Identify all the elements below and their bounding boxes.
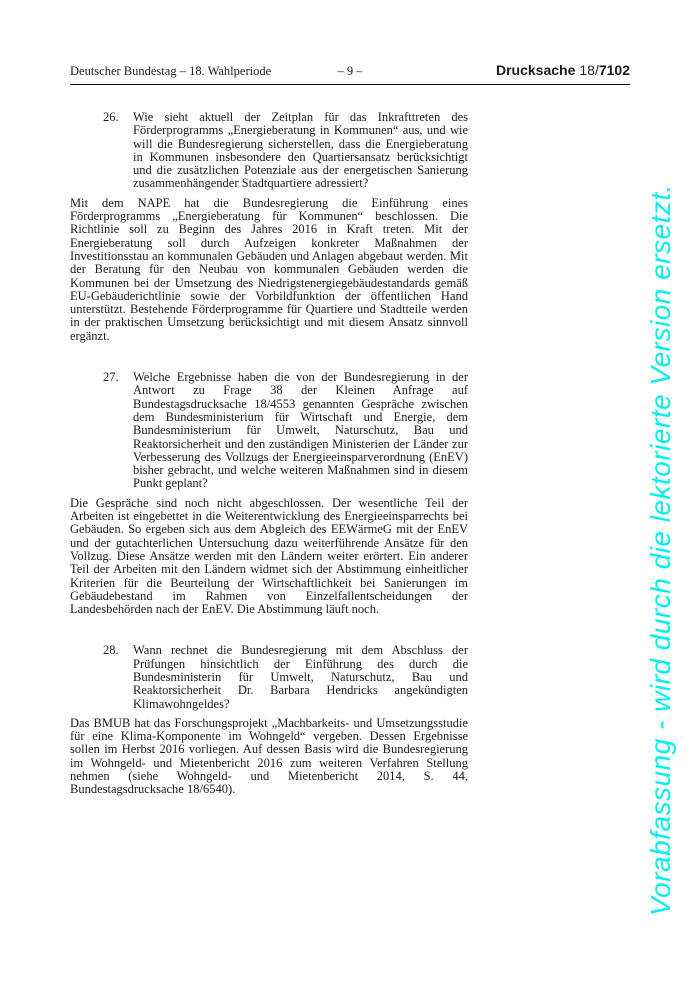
- document-body: [70, 111, 468, 797]
- question-28-text: Wann rechnet die Bundesregierung mit dem Abschluss der Prüfungen hinsichtlich der Einführung des durch die Bundesministerin für Umwelt, Naturschutz, Bau und Reaktorsicherheit Dr. Barbara Hendricks angekündigten Klimawohngeldes?: [133, 643, 468, 711]
- document-number: [363, 62, 631, 78]
- question-27-number: 27.: [103, 370, 119, 385]
- watermark-vorabfassung: Vorabfassung - wird durch die lektorierte Version ersetzt.: [645, 184, 676, 916]
- header-left-text: Deutscher Bundestag – 18. Wahlperiode: [70, 64, 272, 78]
- drucksache-label: Drucksache: [495, 62, 576, 78]
- answer-26: Mit dem NAPE hat die Bundesregierung die Einführung eines Förderprogramms „Energieberatung für Kommunen“ beschlossen. Die Richtlinie soll zu Beginn des Jahres 2016 in Kraft treten. Mit der Energieberatung soll durch Aufzeigen konkreter Maßnahmen der Investitionsstau an kommunalen Gebäuden und Anlagen abgebaut werden. Mit der Beratung für den Neubau von kommunalen Gebäuden werden die Kommunen bei der Umsetzung des Niedrigstenergiegebäudestandards gemäß EU-Gebäuderichtlinie sowie der Vorbildfunktion der öffentlichen Hand unterstützt. Bestehende Förderprogramme für Quartiere und Stadtteile werden in der praktischen Umsetzung berücksichtigt und mit diesem Ansatz sinnvoll ergänzt.: [70, 195, 468, 343]
- page-header: [70, 62, 630, 85]
- document-number-prefix: 18/: [579, 62, 599, 78]
- answer-28: Das BMUB hat das Forschungsprojekt „Machbarkeits- und Umsetzungsstudie für eine Klima-Komponente im Wohngeld“ vergeben. Dessen Ergebnisse sollen im Herbst 2016 vorliegen. Auf dessen Basis wird die Bundesregierung im Wohngeld- und Mietenbericht 2016 zum weiteren Verfahren Stellung nehmen (siehe Wohngeld- und Mietenbericht 2014, S. 44, Bundestagsdrucksache 18/6540).: [70, 715, 468, 797]
- page-number: – 9 –: [337, 64, 363, 78]
- question-26-text: Wie sieht aktuell der Zeitplan für das Inkrafttreten des Förderprogramms „Energieberatung in Kommunen“ aus, und wie will die Bundesregierung sicherstellen, dass die Energieberatung in Kommunen insbesondere den Quartiersansatz berücksichtigt und die zusätzlichen Potenziale aus der energetischen Sanierung zusammenhängender Stadtquartiere adressiert?: [133, 110, 468, 191]
- answer-27: Die Gespräche sind noch nicht abgeschlossen. Der wesentliche Teil der Arbeiten ist eingebettet in die Weiterentwicklung des Energieeinsparrechts bei Gebäuden. So ergeben sich aus dem Abgleich des EEWärmeG mit der EnEV und der gutachterlichen Untersuchung dazu weiterführende Ansätze für den Vollzug. Diese Ansätze werden mit den Ländern weiter erörtert. Ein anderer Teil der Arbeiten mit den Ländern widmet sich der Abstimmung einheitlicher Kriterien für die Beurteilung der Wirtschaftlichkeit bei Sanierungen im Gebäudebestand im Rahmen von Einzelfallentscheidungen der Landesbehörden nach der EnEV. Die Abstimmung läuft noch.: [70, 495, 468, 617]
- question-28-number: 28.: [103, 643, 119, 658]
- document-number-bold: 7102: [598, 62, 630, 78]
- question-26-number: 26.: [103, 110, 119, 124]
- question-27: [70, 371, 468, 491]
- question-26: [70, 111, 468, 191]
- question-27-text: Welche Ergebnisse haben die von der Bundesregierung in der Antwort zu Frage 38 der Kleinen Anfrage auf Bundestagsdrucksache 18/4553 genannten Gespräche zwischen dem Bundesministerium für Wirtschaft und Energie, dem Bundesministerium für Umwelt, Naturschutz, Bau und Reaktorsicherheit und den zuständigen Ministerien der Länder zur Verbesserung des Vollzugs der Energieeinsparverordnung (EnEV) bisher gebracht, und welche weiteren Maßnahmen sind in diesem Punkt geplant?: [133, 370, 468, 491]
- question-28: [70, 644, 468, 710]
